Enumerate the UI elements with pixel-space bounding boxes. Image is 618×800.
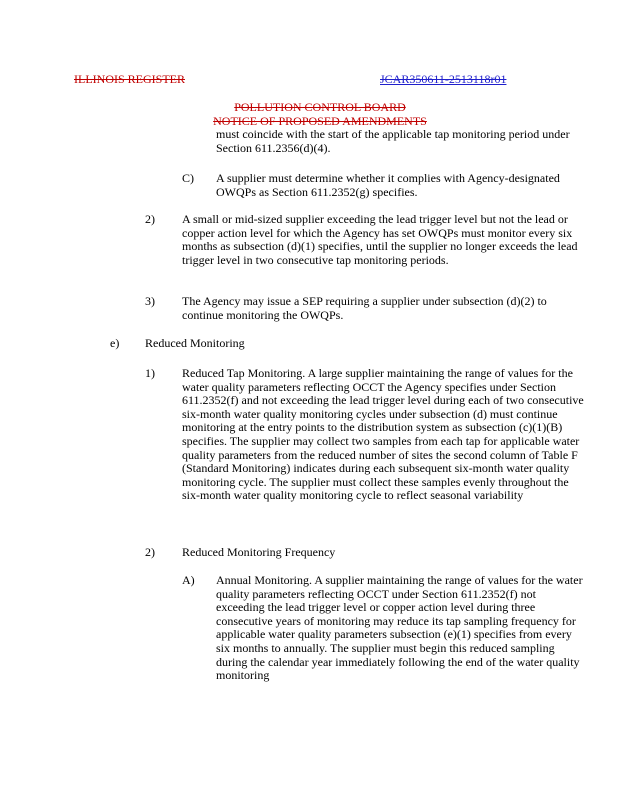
e2a-text: Annual Monitoring. A supplier maintaining the range of values for the water quality parameters reflecting OCCT under Section 611.2352(f) not exceeding the lead trigger level or copper action level during three consecutive years of monitoring may reduce its tap sampling frequency for applicable water quality parameters subsection (e)(1) specifies from every six months to annually. The supplier must begin this reduced sampling during the calendar year immediately following the end of the water quality monitoring: [216, 573, 583, 683]
e2-heading: Reduced Monitoring Frequency: [182, 545, 336, 559]
e2-label: 2): [145, 545, 155, 559]
continued-paragraph: must coincide with the start of the applicable tap monitoring period under Section 611.2356(d)(4).: [216, 127, 570, 155]
item-c-text: A supplier must determine whether it complies with Agency-designated OWQPs as Section 611.2352(g) specifies.: [216, 171, 560, 199]
e1-label: 1): [145, 366, 155, 380]
e2a-label: A): [182, 573, 195, 587]
section-e-label: e): [110, 336, 120, 350]
item-2-label: 2): [145, 212, 155, 226]
section-e-heading: Reduced Monitoring: [145, 336, 245, 350]
register-header: ILLINOIS REGISTER: [74, 72, 185, 86]
e1-text: Reduced Tap Monitoring. A large supplier maintaining the range of values for the water quality parameters reflecting OCCT the Agency specifies under Section 611.2352(f) and not exceeding the lead trigger level during each of two consecutive six-month water quality monitoring cycles under subsection (d) must continue monitoring at the entry points to the distribution system as subsection (c)(1)(B) specifies. The supplier may collect two samples from each tap for applicable water quality parameters from the reduced number of sites the second column of Table F (Standard Monitoring) indicates during each subsequent six-month water quality monitoring cycle. The supplier must collect these samples evenly throughout the six-month water quality monitoring cycle to reflect seasonal variability: [182, 366, 584, 503]
item-3-text: The Agency may issue a SEP requiring a supplier under subsection (d)(2) to continue monitoring the OWQPs.: [182, 294, 547, 322]
item-c-label: C): [182, 171, 194, 185]
jcar-header: JCAR350611-2513118r01: [380, 72, 507, 86]
notice-header: NOTICE OF PROPOSED AMENDMENTS: [213, 114, 427, 128]
item-3-label: 3): [145, 294, 155, 308]
agency-header: POLLUTION CONTROL BOARD: [234, 100, 406, 114]
item-2-text: A small or mid-sized supplier exceeding the lead trigger level but not the lead or copper action level for which the Agency has set OWQPs must monitor every six months as subsection (d)(1) specifies, until the supplier no longer exceeds the lead trigger level in two consecutive tap monitoring periods.: [182, 212, 578, 267]
